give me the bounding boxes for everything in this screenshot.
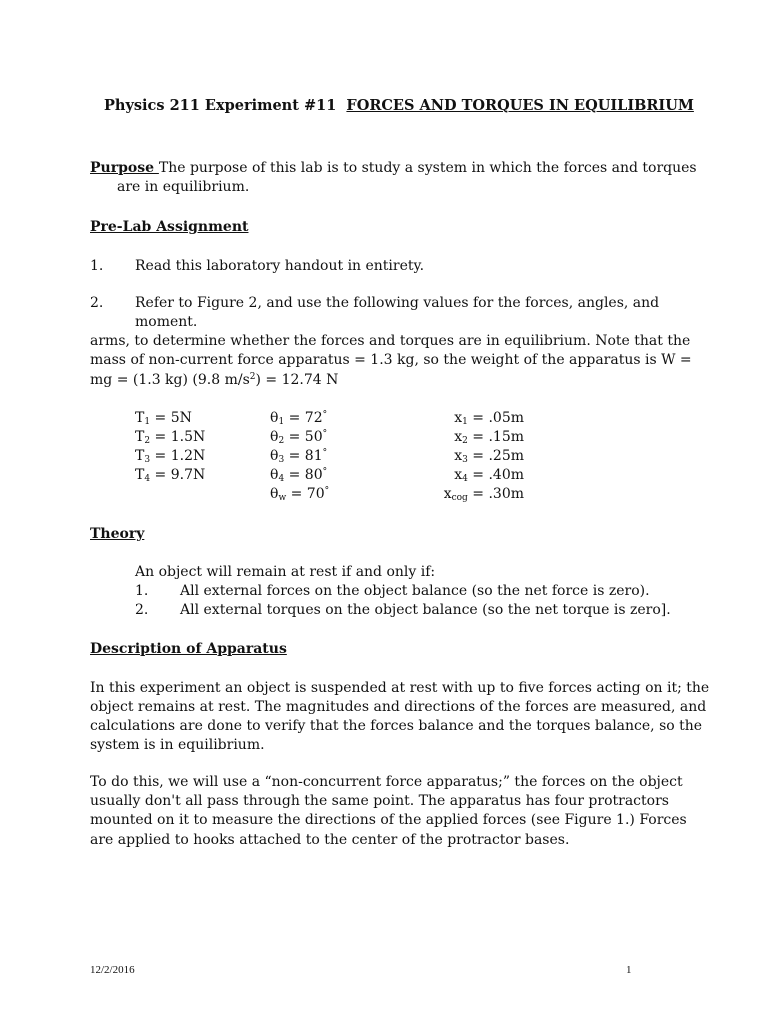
tension-value: $T_4 = 9.7N$ xyxy=(135,467,206,484)
purpose-line-1 xyxy=(90,159,697,178)
prelab-heading: Pre-Lab Assignment xyxy=(90,219,249,235)
apparatus-para-2-line: usually don't all pass through the same point. The apparatus has four protractors xyxy=(90,793,669,809)
prelab-item-1-number: 1. xyxy=(90,258,104,274)
apparatus-para-2-line: are applied to hooks attached to the center of the protractor bases. xyxy=(90,832,570,848)
prelab-item-2-text-1: Refer to Figure 2, and use the following values for the forces, angles, and xyxy=(135,295,660,311)
arm-value: $x_1 = .05m$ xyxy=(454,410,524,427)
weight-equation-exponent: 2 xyxy=(249,372,256,382)
prelab-item-2-number: 2. xyxy=(90,295,104,311)
theory-item-1-number: 1. xyxy=(135,583,149,599)
apparatus-heading: Description of Apparatus xyxy=(90,641,287,657)
prelab-paragraph-line-1: arms, to determine whether the forces and torques are in equilibrium. Note that the xyxy=(90,333,691,349)
tension-value: $T_2 = 1.5N$ xyxy=(135,429,206,446)
purpose-line-2: are in equilibrium. xyxy=(117,179,250,195)
theory-item-2-text: All external torques on the object balance (so the net torque is zero]. xyxy=(180,602,671,618)
angle-value: $\theta_2 = 50^\circ$ xyxy=(270,429,328,446)
angle-value: $\theta_w = 70^\circ$ xyxy=(270,486,330,503)
prelab-item-1-text: Read this laboratory handout in entirety. xyxy=(135,258,425,274)
prelab-paragraph-line-3 xyxy=(90,371,338,390)
apparatus-para-1-line: system is in equilibrium. xyxy=(90,737,265,753)
arm-value: $x_{cog} = .30m$ xyxy=(443,486,524,503)
theory-item-1-text: All external forces on the object balance (so the net force is zero). xyxy=(180,583,650,599)
theory-intro: An object will remain at rest if and only if: xyxy=(135,564,436,580)
purpose-heading: Purpose xyxy=(90,160,159,176)
apparatus-para-1-line: object remains at rest. The magnitudes and directions of the forces are measured, and xyxy=(90,699,707,715)
apparatus-para-1-line: calculations are done to verify that the forces balance and the torques balance, so the xyxy=(90,718,703,734)
footer-date: 12/2/2016 xyxy=(90,964,135,976)
apparatus-para-1-line: In this experiment an object is suspended at rest with up to five forces acting on it; the xyxy=(90,680,710,696)
footer-page-number: 1 xyxy=(626,964,632,976)
title-prefix: Physics 211 Experiment #11 xyxy=(104,97,337,114)
apparatus-para-2-line: To do this, we will use a “non-concurrent force apparatus;” the forces on the object xyxy=(90,774,683,790)
apparatus-para-2-line: mounted on it to measure the directions of the applied forces (see Figure 1.) Forces xyxy=(90,812,687,828)
prelab-item-2-text-2: moment. xyxy=(135,314,198,330)
tension-value: $T_3 = 1.2N$ xyxy=(135,448,206,465)
weight-equation-part-2: ) = 12.74 N xyxy=(255,372,339,388)
weight-equation-part-1: mg = (1.3 kg) (9.8 m/s xyxy=(90,372,250,388)
theory-heading: Theory xyxy=(90,526,145,542)
angle-value: $\theta_1 = 72^\circ$ xyxy=(270,410,328,427)
theory-item-2-number: 2. xyxy=(135,602,149,618)
title-main: FORCES AND TORQUES IN EQUILIBRIUM xyxy=(346,97,694,114)
angle-value: $\theta_3 = 81^\circ$ xyxy=(270,448,328,465)
purpose-text-1: The purpose of this lab is to study a system in which the forces and torques xyxy=(158,160,697,176)
prelab-paragraph-line-2: mass of non-current force apparatus = 1.3 kg, so the weight of the apparatus is W = xyxy=(90,352,692,368)
arm-value: $x_3 = .25m$ xyxy=(454,448,524,465)
page-title xyxy=(104,96,694,115)
tension-value: $T_1 = 5N$ xyxy=(135,410,192,427)
angle-value: $\theta_4 = 80^\circ$ xyxy=(270,467,328,484)
arm-value: $x_4 = .40m$ xyxy=(454,467,524,484)
arm-value: $x_2 = .15m$ xyxy=(454,429,524,446)
